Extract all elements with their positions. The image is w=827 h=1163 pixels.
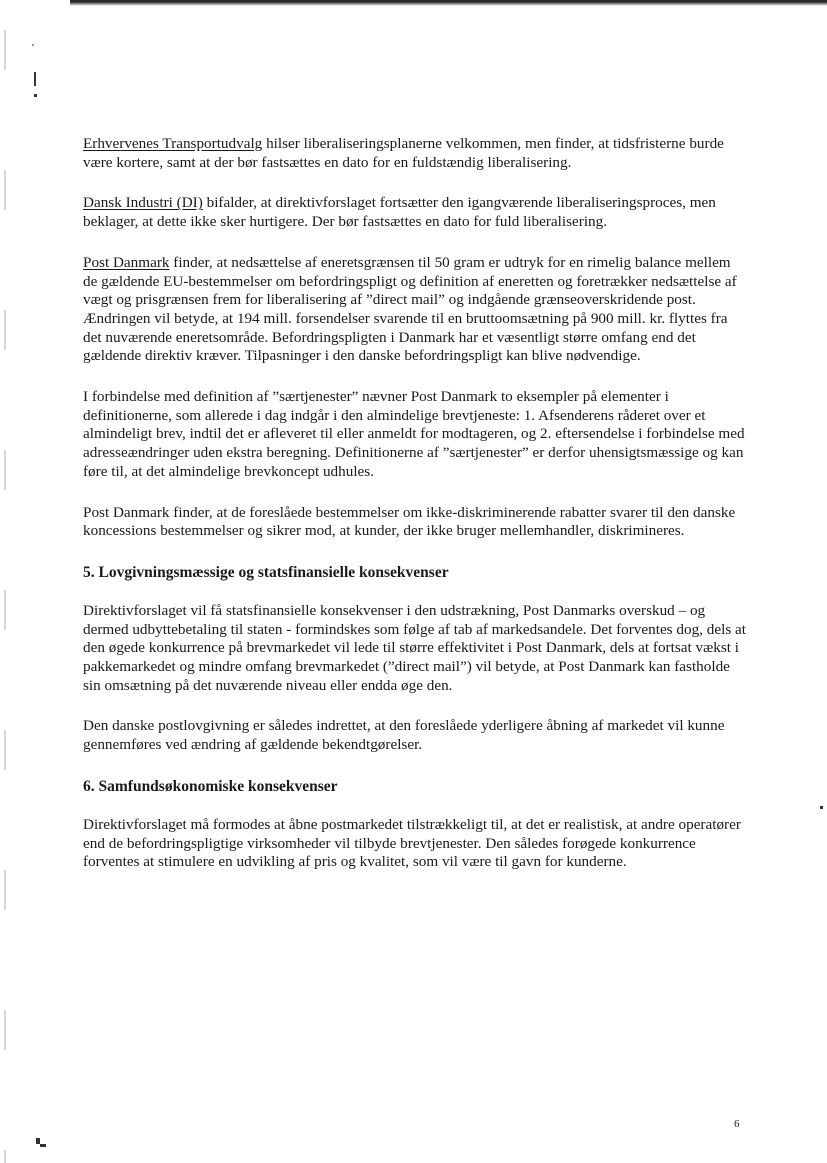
paragraph-post-danmark-eneret [83,254,748,366]
scan-edge-artifact [70,0,827,6]
paragraph-saertjenester: I forbindelse med definition af ”særtjenester” nævner Post Danmark to eksempler på elementer i definitionerne, som allerede i dag indgår i den almindelige brevtjeneste: 1. Afsenderens råderet over et almindeligt brev, indtil det er afleveret til eller anmeldt for modtageren, og 2. eftersendelse i forbindelse med adresseændringer uden ekstra beregning. Definitionerne af ”særtjenester” er derfor uhensigtsmæssige og kan føre til, at det almindelige brevkoncept udhules. [83,388,745,480]
paragraph-postlovgivning: Den danske postlovgivning er således indrettet, at den foreslåede yderligere åbning af markedet vil kunne gennemføres ved ændring af gældende bekendtgørelser. [83,717,725,754]
document-body [83,135,748,894]
page-number: 6 [734,1118,740,1130]
section-heading-5: 5. Lovgivningsmæssige og statsfinansielle konsekvenser [83,563,449,581]
organization-name: Post Danmark [83,253,170,271]
paragraph-text: finder, at nedsættelse af eneretsgrænsen til 50 gram er udtryk for en rimelig balance mellem de gældende EU-bestemmelser om befordringspligt og definition af eneretten og foretrækker nedsættelse af vægt og prisgrænsen frem for liberalisering af ”direct mail” og indgående grænseoverskridende post. Ændringen vil betyde, at 194 mill. forsendelser svarende til en bruttoomsætning på 900 mill. kr. flyttes fra det nuværende eneretsområde. Befordringspligten i Danmark har et væsentligt større omfang end det gældende direktiv kræver. Tilpasninger i den danske befordringspligt kan blive nødvendige. [83,253,737,365]
scan-speck [34,94,37,97]
paragraph-text: bifalder, at direktivforslaget fortsætter den igangværende liberaliseringsproces, men beklager, at dette ikke sker hurtigere. Der bør fastsættes en dato for fuld liberalisering. [83,194,716,231]
scan-speck [34,72,36,86]
paragraph-rabatter: Post Danmark finder, at de foreslåede bestemmelser om ikke-diskriminerende rabatter svarer til den danske koncessions bestemmelser og sikrer mod, at kunder, der ikke bruger mellemhandler, diskrimineres. [83,503,736,540]
scan-speck [820,806,823,809]
scan-speck [32,44,34,46]
paragraph-erhvervenes-transportudvalg [83,135,748,172]
scan-speck [40,1144,46,1147]
paragraph-samfundsokonomiske: Direktivforslaget må formodes at åbne postmarkedet tilstrækkeligt til, at det er realistisk, at andre operatører end de befordringspligtige virksomheder vil tilbyde brevtjenester. Den således forøgede konkurrence forventes at stimulere en udvikling af pris og kvalitet, som vil være til gavn for kunderne. [83,815,741,871]
organization-name: Dansk Industri (DI) [83,194,203,212]
paragraph-statsfinansielle: Direktivforslaget vil få statsfinansielle konsekvenser i den udstrækning, Post Danmarks overskud – og dermed udbyttebetaling til staten - formindskes som følge af tab af markedsandele. Det forventes dog, dels at den øgede konkurrence på brevmarkedet vil lede til større effektivitet i Post Danmark, dels at fortsat vækst i pakkemarkedet og mindre omfang brevmarkedet (”direct mail”) vil betyde, at Post Danmark kan fastholde sin omsætning på det nuværende niveau eller endda øge den. [83,601,746,694]
paragraph-dansk-industri [83,194,748,231]
organization-name: Erhvervenes Transportudvalg [83,135,263,152]
section-heading-6: 6. Samfundsøkonomiske konsekvenser [83,777,338,795]
scan-left-edge-artifact [4,0,6,1163]
paragraph-text: hilser liberaliseringsplanerne velkommen, men finder, at tidsfristerne burde være kortere, samt at der bør fastsættes en dato for en fuldstændig liberalisering. [83,135,724,171]
